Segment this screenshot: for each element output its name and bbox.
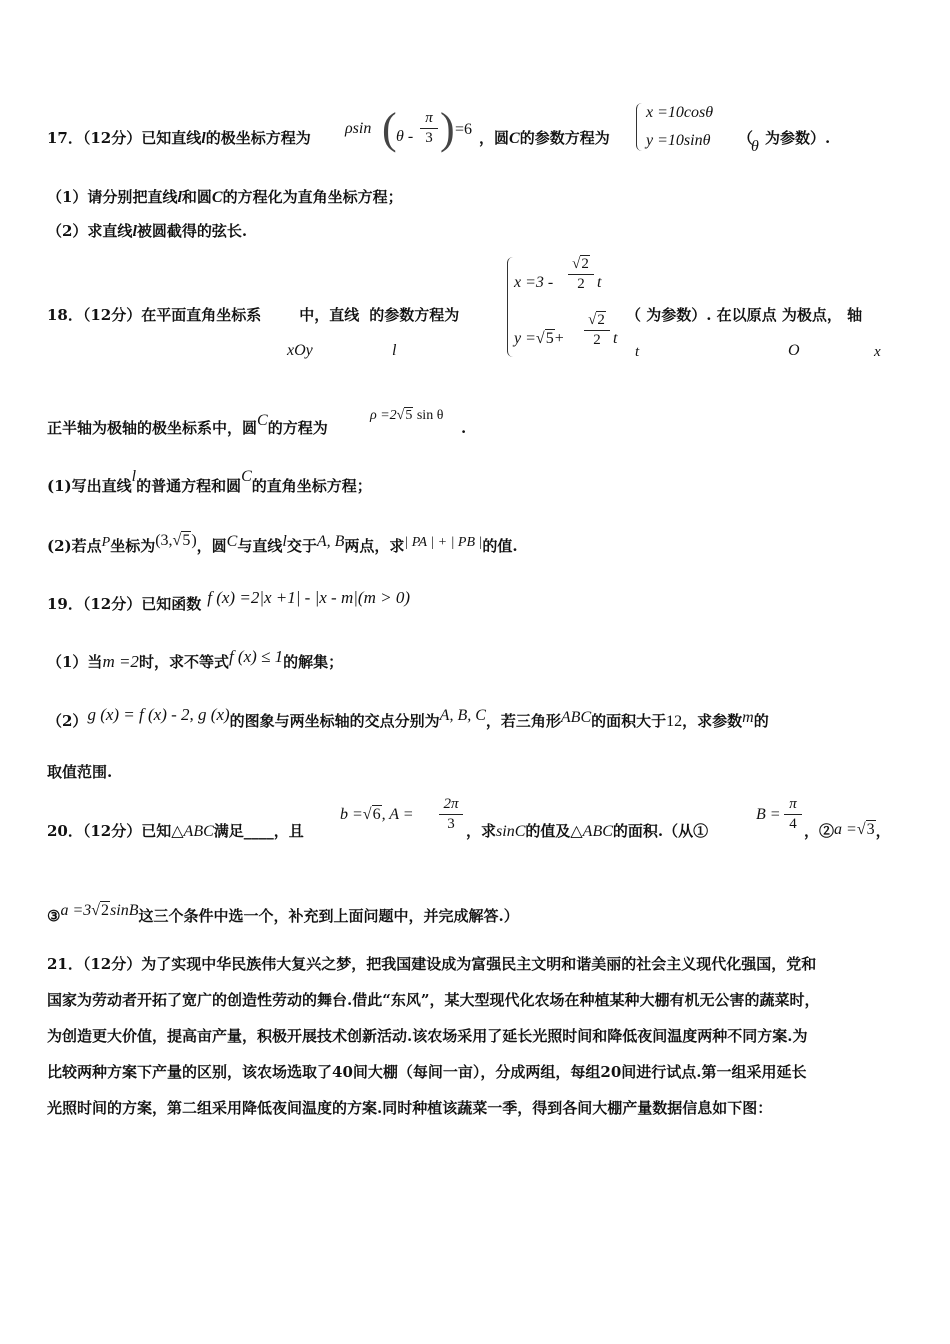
q18-sys-x: x =3 - [514, 274, 554, 291]
q19-line3: 取值范围. [47, 763, 113, 781]
q21-line: 国家为劳动者开拓了宽广的创造性劳动的舞台.借此“东风”，某大型现代化农场在种植某种大棚有机无公害的蔬菜时， [47, 991, 820, 1009]
q18-line1: 18．（12分）在平面直角坐标系 中，直线 的参数方程为 [47, 306, 460, 324]
q18-sub2: (2)若点P坐标为(3,√5)，圆C与直线l交于A, B两点，求| PA | + | PB |的值. [47, 532, 518, 555]
q18-x: x [874, 344, 881, 360]
q17-polar-lhs: ρsin [345, 120, 372, 137]
q20-b-eq: b =√6, A = [340, 806, 414, 823]
q18-sys-y: y =√5+ [514, 330, 564, 347]
q17-system-brace [636, 103, 643, 151]
q20-frac-2pi3: 2π 3 [439, 796, 463, 833]
q17-polar-rhs: =6 [455, 121, 473, 138]
q18-xOy: xOy [287, 342, 313, 359]
q18-system-brace [507, 257, 514, 357]
q21-line: 21．（12分）为了实现中华民族伟大复兴之梦，把我国建设成为富强民主文明和谐美丽的社会主义现代化强国，党和 [47, 955, 817, 973]
q17-theta-open: （ [738, 129, 754, 147]
q17-circle-intro: ，圆C的参数方程为 [479, 129, 610, 147]
q19-fx: f (x) =2|x +1| - |x - m|(m > 0) [207, 588, 410, 607]
q18-polar-eq: ρ =2√5 sin θ [370, 408, 444, 423]
q18-l: l [392, 342, 397, 359]
q21-line: 为创造更大价值，提高亩产量，积极开展技术创新活动.该农场采用了延长光照时间和降低夜间温度两种不同方案.为 [47, 1027, 808, 1045]
q17-sub1: （1）请分别把直线l和圆C的方程化为直角坐标方程； [47, 188, 403, 206]
q20-line1-b: ，求sinC的值及△ABC的面积.（从① [466, 822, 709, 840]
q18-O: O [788, 342, 800, 359]
q18-sub1: (1)写出直线l的普通方程和圆C的直角坐标方程； [47, 468, 372, 495]
q20-line1-c: ，②a =√3， [804, 821, 891, 840]
q21-line: 比较两种方案下产量的区别，该农场选取了40间大棚（每间一亩），分成两组，每组20间进行试点.第一组采用延长 [47, 1063, 807, 1081]
q21-paragraph [47, 946, 907, 1126]
q18-P-coord: (3,√5) [155, 532, 197, 549]
q18-frac-sqrt2-2-a: √2 2 [568, 256, 594, 293]
q18-period: . [461, 419, 467, 437]
q19-line1: 19．（12分）已知函数 f (x) =2|x +1| - |x - m|(m > 0) [47, 588, 410, 613]
q19-sub2: （2）g (x) = f (x) - 2, g (x)的图象与两坐标轴的交点分别为A, B, C，若三角形ABC的面积大于12，求参数m的 [47, 705, 769, 730]
q18-line2: 正半轴为极轴的极坐标系中，圆C的方程为 [47, 412, 328, 437]
q21-line: 光照时间的方案，第二组采用降低夜间温度的方案.同时种植该蔬菜一季，得到各间大棚产量数据信息如下图： [47, 1099, 773, 1117]
q18-t-a: t [597, 274, 602, 291]
q20-line1-a: 20．（12分）已知△ABC满足____，且 [47, 822, 304, 840]
q20-line2: ③a =3√2sinB这三个条件中选一个，补充到上面问题中，并完成解答.） [47, 902, 519, 925]
q18-frac-sqrt2-2-b: √2 2 [584, 312, 610, 349]
q19-sub1: （1）当m =2时，求不等式f (x) ≤ 1的解集； [47, 647, 344, 671]
q17-sys-x: x =10cosθ [646, 104, 714, 121]
q17-sub2: （2）求直线l被圆截得的弦长. [47, 222, 248, 240]
q18-t-label: t [635, 344, 640, 360]
q18-param-text: （ 为参数）. 在以原点 为极点， 轴 [626, 306, 863, 324]
q17-param-end: 为参数）. [765, 129, 831, 147]
q17-paren-left: ( [382, 104, 397, 153]
q17-paren-right: ) [440, 104, 455, 153]
q17-theta: θ [751, 138, 759, 155]
q20-B-eq: B = [756, 806, 781, 823]
q17-sys-y: y =10sinθ [646, 132, 711, 149]
q17-polar-inner: θ - [396, 128, 414, 145]
var-l: l [201, 130, 206, 147]
q18-t-b: t [613, 330, 618, 347]
q17-line1: 17．（12分）已知直线l的极坐标方程为 [47, 129, 311, 147]
q17-frac-pi3: π 3 [420, 110, 438, 147]
q20-frac-pi4: π 4 [784, 796, 802, 833]
